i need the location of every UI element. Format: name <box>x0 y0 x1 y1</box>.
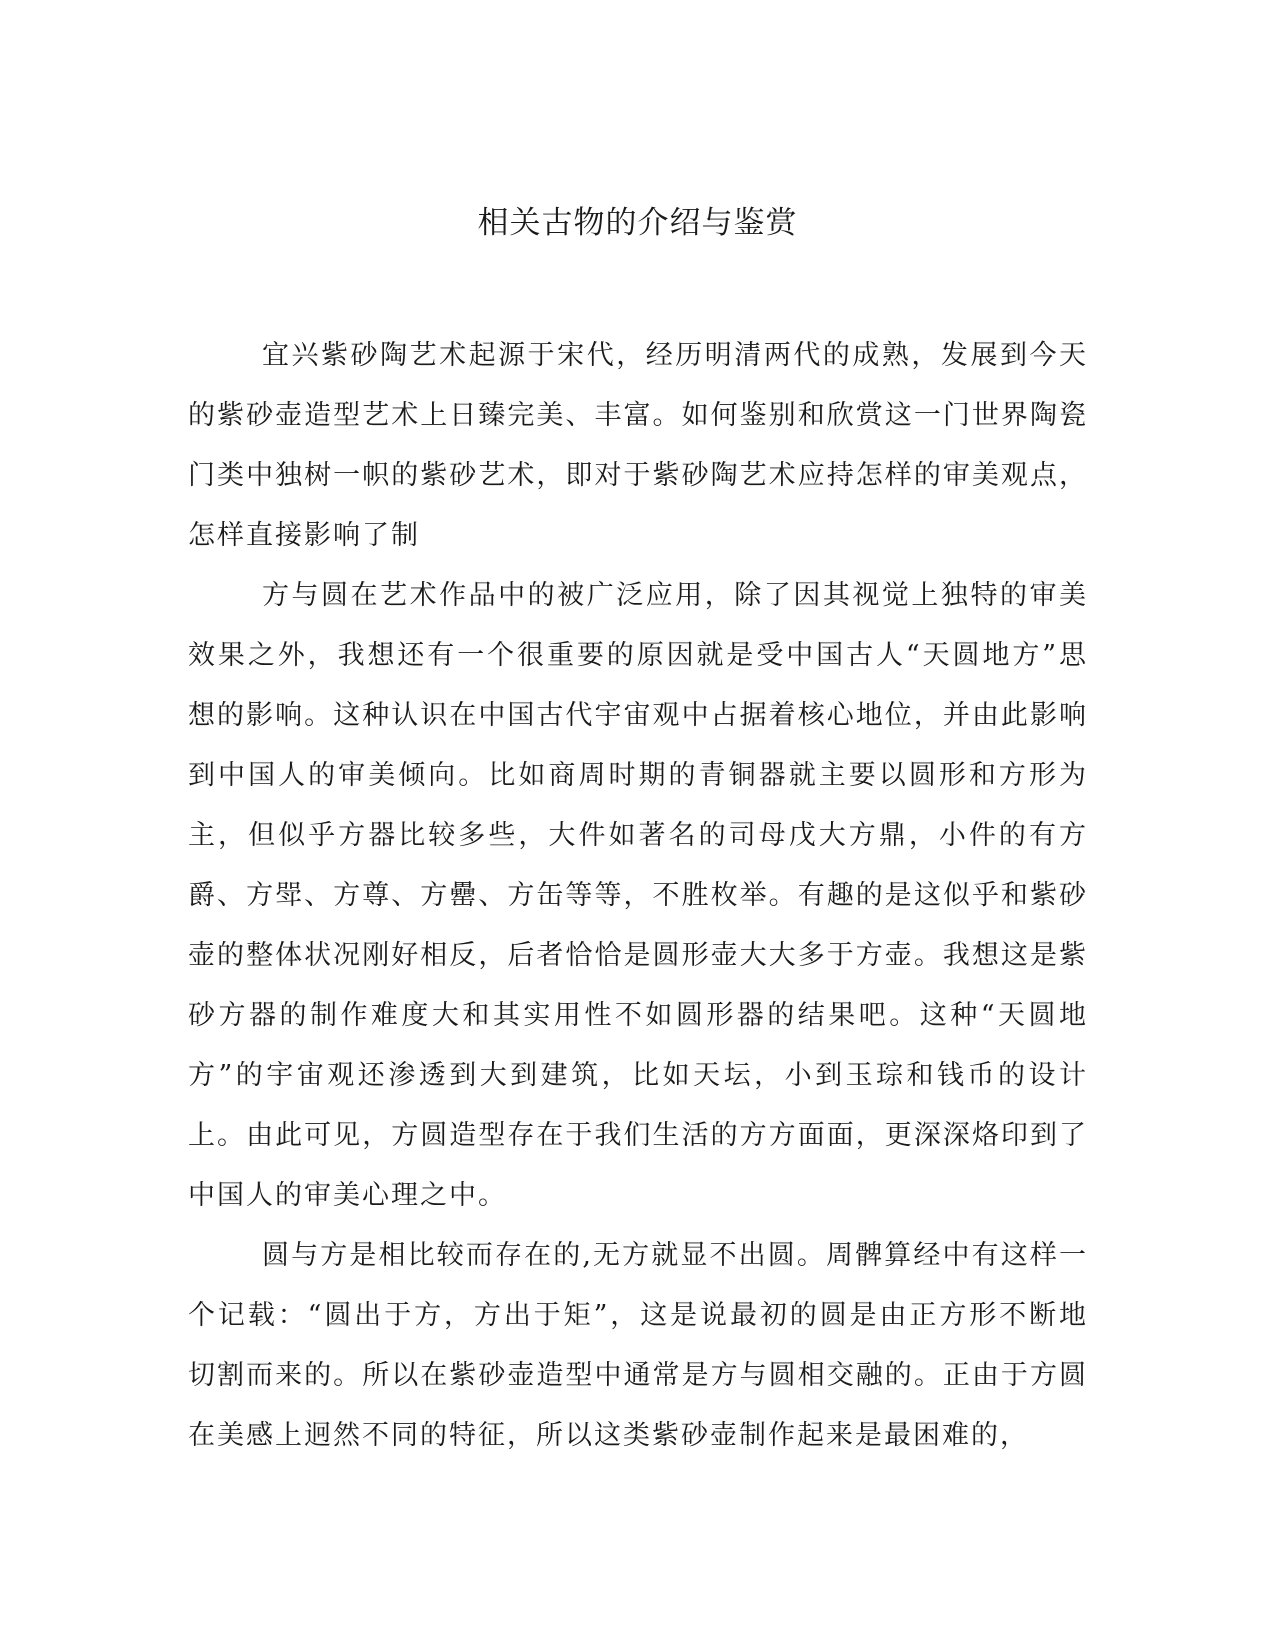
document-title: 相关古物的介绍与鉴赏 <box>477 205 798 241</box>
paragraph-1: 宜兴紫砂陶艺术起源于宋代，经历明清两代的成熟，发展到今天的紫砂壶造型艺术上日臻完美、丰富。如何鉴别和欣赏这一门世界陶瓷门类中独树一帜的紫砂艺术，即对于紫砂陶艺术应持怎样的审美观点，怎样直接影响了制 <box>188 340 1088 551</box>
document-body <box>188 326 1088 1466</box>
paragraph-3: 圆与方是相比较而存在的,无方就显不出圆。周髀算经中有这样一个记载：“圆出于方，方出于矩”，这是说最初的圆是由正方形不断地切割而来的。所以在紫砂壶造型中通常是方与圆相交融的。正由于方圆在美感上迥然不同的特征，所以这类紫砂壶制作起来是最困难的， <box>188 1240 1088 1451</box>
paragraph-2: 方与圆在艺术作品中的被广泛应用，除了因其视觉上独特的审美效果之外，我想还有一个很重要的原因就是受中国古人“天圆地方”思想的影响。这种认识在中国古代宇宙观中占据着核心地位，并由此影响到中国人的审美倾向。比如商周时期的青铜器就主要以圆形和方形为主，但似乎方器比较多些，大件如著名的司母戊大方鼎，小件的有方爵、方斝、方尊、方罍、方缶等等，不胜枚举。有趣的是这似乎和紫砂壶的整体状况刚好相反，后者恰恰是圆形壶大大多于方壶。我想这是紫砂方器的制作难度大和其实用性不如圆形器的结果吧。这种“天圆地方”的宇宙观还渗透到大到建筑，比如天坛，小到玉琮和钱币的设计上。由此可见，方圆造型存在于我们生活的方方面面，更深深烙印到了中国人的审美心理之中。 <box>188 580 1088 1211</box>
